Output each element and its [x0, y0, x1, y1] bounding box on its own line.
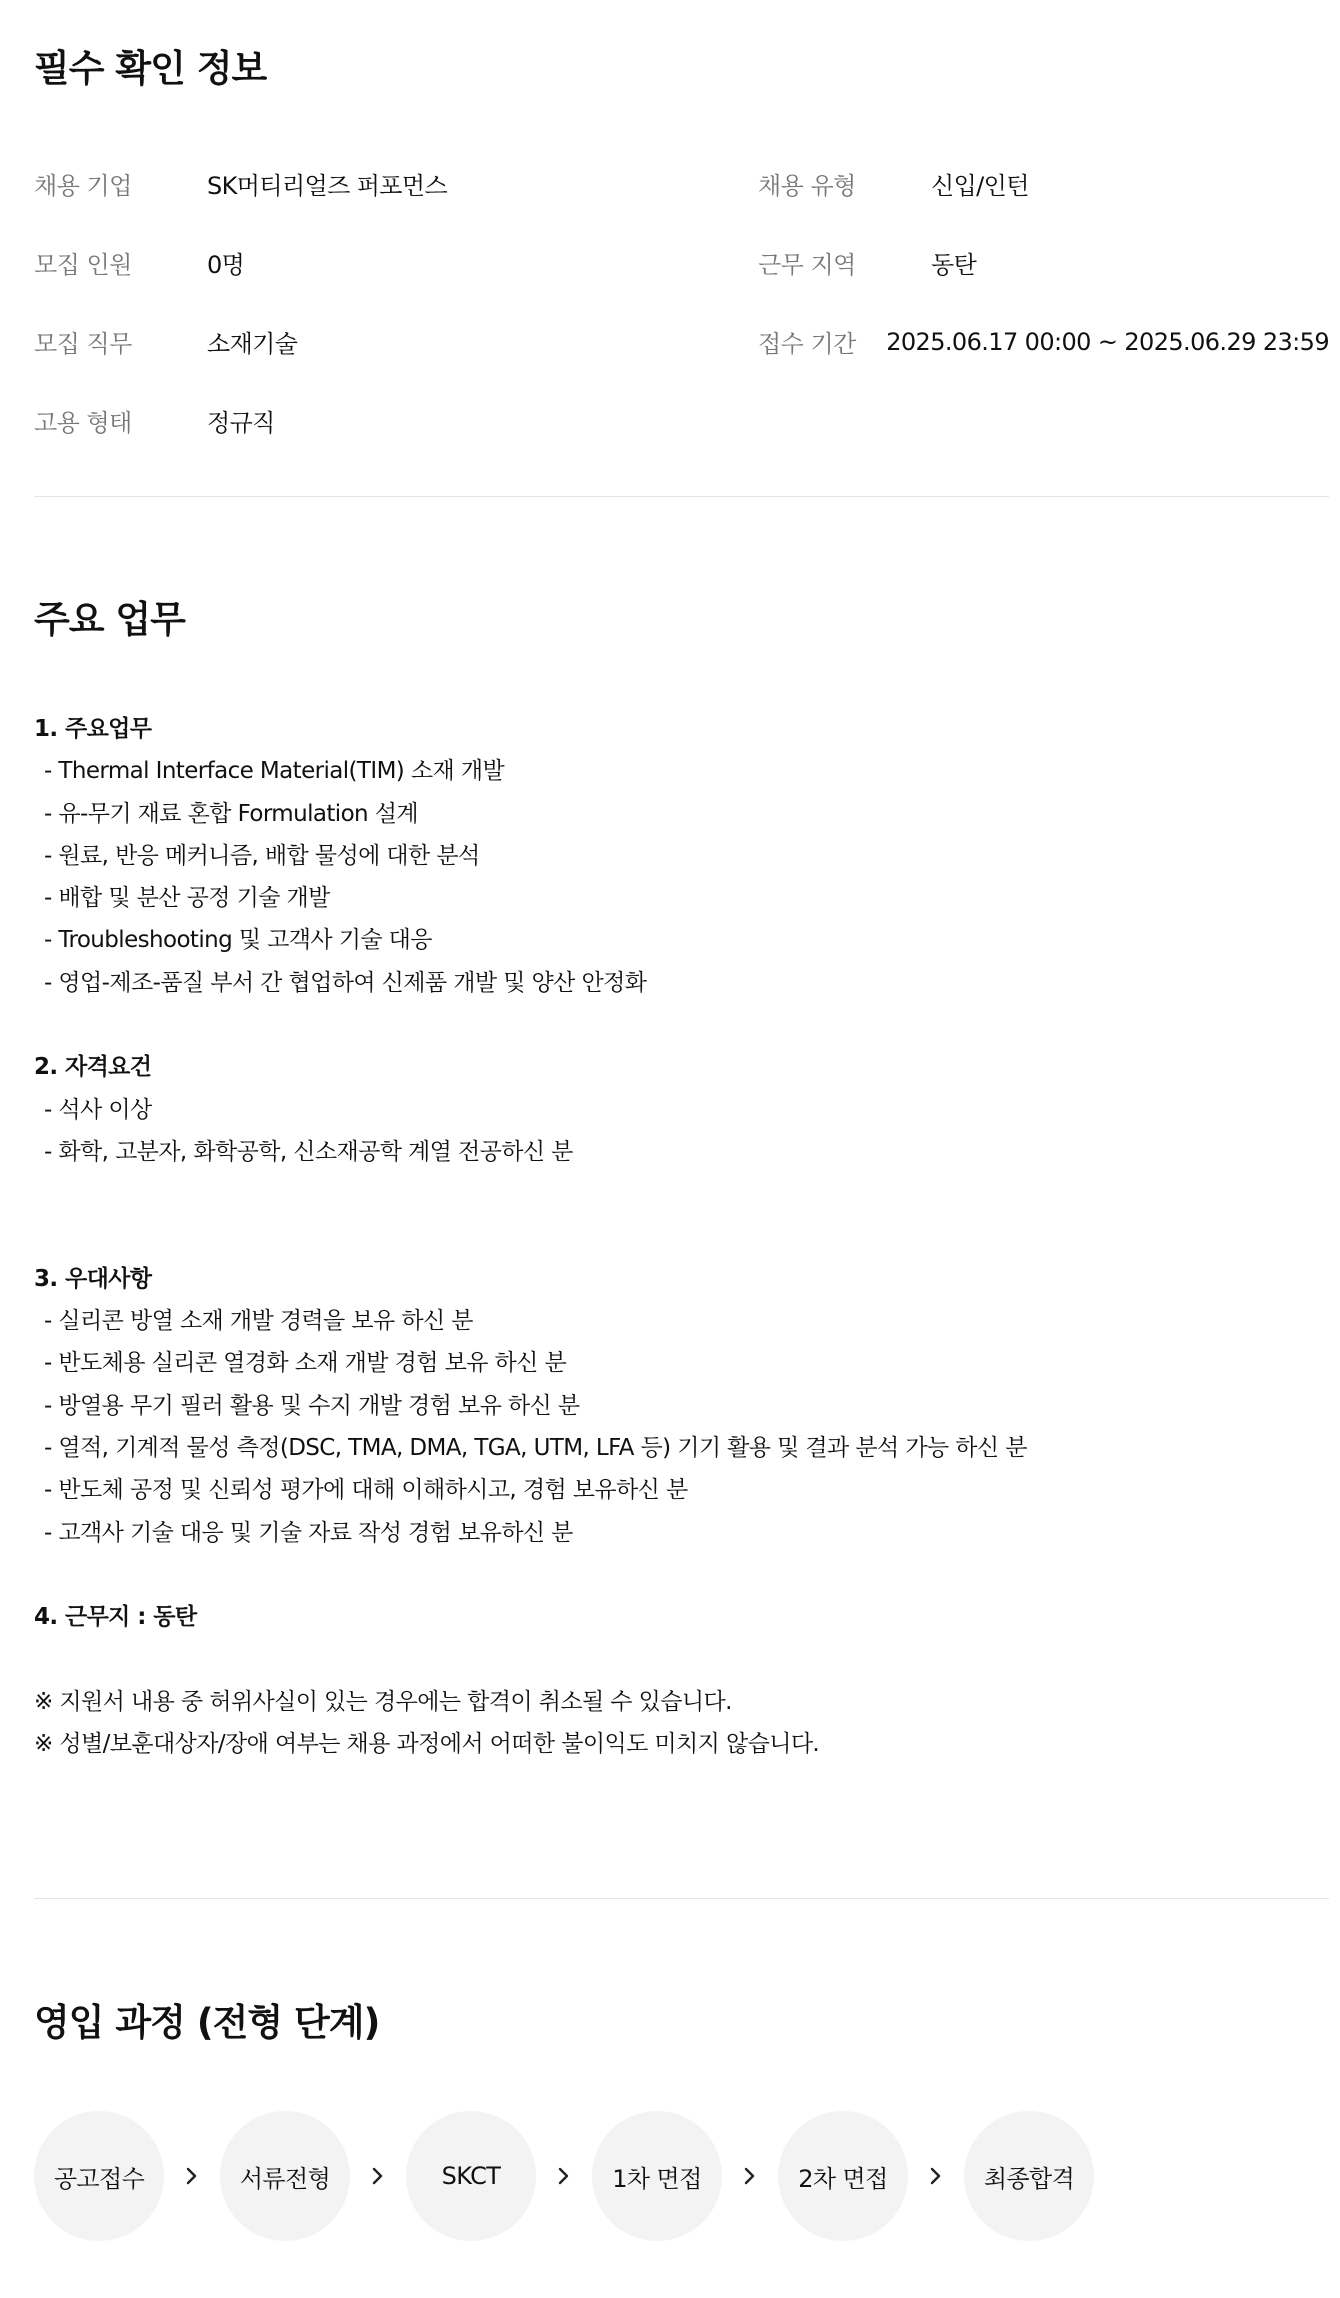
- duty-line: - 배합 및 분산 공정 기술 개발: [44, 885, 330, 912]
- process-step: 공고접수: [34, 2111, 164, 2241]
- info-label: 채용 유형: [758, 172, 856, 200]
- duty-block-main-tasks: [34, 708, 1329, 1004]
- chevron-right-icon: [722, 2166, 778, 2186]
- info-value: 2025.06.17 00:00 ~ 2025.06.29 23:59: [886, 327, 1329, 356]
- notice-line: ※ 성별/보훈대상자/장애 여부는 채용 과정에서 어떠한 불이익도 미치지 않습니다.: [34, 1731, 820, 1758]
- duty-line: - 반도체용 실리콘 열경화 소재 개발 경험 보유 하신 분: [44, 1350, 567, 1377]
- process-steps: [34, 2111, 1329, 2241]
- process-step: 최종합격: [964, 2111, 1094, 2241]
- duty-heading: 4. 근무지 : 동탄: [34, 1604, 197, 1631]
- duty-line: - 유-무기 재료 혼합 Formulation 설계: [44, 800, 418, 827]
- info-value: 소재기술: [207, 330, 298, 358]
- duty-line: - 원료, 반응 메커니즘, 배합 물성에 대한 분석: [44, 842, 480, 869]
- duty-line: - 반도체 공정 및 신뢰성 평가에 대해 이해하시고, 경험 보유하신 분: [44, 1477, 688, 1504]
- process-step: SKCT: [406, 2111, 536, 2241]
- chevron-right-icon: [164, 2166, 220, 2186]
- duty-heading: 3. 우대사항: [34, 1265, 152, 1292]
- notice-line: ※ 지원서 내용 중 허위사실이 있는 경우에는 합격이 취소될 수 있습니다.: [34, 1688, 732, 1715]
- info-value: 정규직: [207, 409, 275, 437]
- process-step: 1차 면접: [592, 2111, 722, 2241]
- info-label: 고용 형태: [34, 409, 132, 437]
- info-employment-type: [34, 381, 758, 460]
- duty-heading: 1. 주요업무: [34, 716, 152, 742]
- info-label: 근무 지역: [758, 251, 856, 279]
- chevron-right-icon: [908, 2166, 964, 2186]
- duty-block-location: [34, 1596, 1329, 1638]
- duty-block-qualifications: [34, 1046, 1329, 1173]
- duties-title: 주요 업무: [34, 598, 185, 641]
- info-hiring-type: [758, 144, 1329, 223]
- duty-line: - 실리콘 방열 소재 개발 경력을 보유 하신 분: [44, 1308, 473, 1335]
- required-info-section: [34, 0, 1329, 497]
- info-label: 접수 기간: [758, 330, 856, 358]
- duty-heading: 2. 자격요건: [34, 1054, 152, 1081]
- duty-line: - 열적, 기계적 물성 측정(DSC, TMA, DMA, TGA, UTM, LFA 등) 기기 활용 및 결과 분석 가능 하신 분: [44, 1435, 1027, 1462]
- required-info-title: 필수 확인 정보: [34, 47, 267, 90]
- duties-body: [34, 708, 1329, 1765]
- info-label: 채용 기업: [34, 172, 132, 200]
- info-location: [758, 223, 1329, 302]
- info-value: 동탄: [931, 251, 977, 279]
- duty-line: - 화학, 고분자, 화학공학, 신소재공학 계열 전공하신 분: [44, 1138, 573, 1165]
- info-value: 0명: [207, 251, 245, 279]
- duty-line: - 석사 이상: [44, 1096, 152, 1123]
- required-info-grid: [34, 144, 1329, 460]
- info-label: 모집 직무: [34, 330, 132, 358]
- duty-line: - 영업-제조-품질 부서 간 협업하여 신제품 개발 및 양산 안정화: [44, 969, 647, 996]
- duty-block-preferred: [34, 1258, 1329, 1554]
- duty-line: - Thermal Interface Material(TIM) 소재 개발: [44, 758, 505, 785]
- info-application-period: [758, 302, 1329, 381]
- process-title: 영입 과정 (전형 단계): [34, 2001, 380, 2044]
- chevron-right-icon: [536, 2166, 592, 2186]
- info-label: 모집 인원: [34, 251, 132, 279]
- process-step: 서류전형: [220, 2111, 350, 2241]
- process-section: [34, 1899, 1329, 2241]
- info-value: 신입/인턴: [931, 172, 1029, 200]
- info-job-function: [34, 302, 758, 381]
- process-step: 2차 면접: [778, 2111, 908, 2241]
- duty-line: - 고객사 기술 대응 및 기술 자료 작성 경험 보유하신 분: [44, 1519, 573, 1546]
- duty-line: - Troubleshooting 및 고객사 기술 대응: [44, 927, 432, 954]
- duties-section: [34, 497, 1329, 1899]
- info-value: SK머티리얼즈 퍼포먼스: [207, 172, 448, 200]
- info-company: [34, 144, 758, 223]
- chevron-right-icon: [350, 2166, 406, 2186]
- info-headcount: [34, 223, 758, 302]
- duty-line: - 방열용 무기 필러 활용 및 수지 개발 경험 보유 하신 분: [44, 1392, 580, 1419]
